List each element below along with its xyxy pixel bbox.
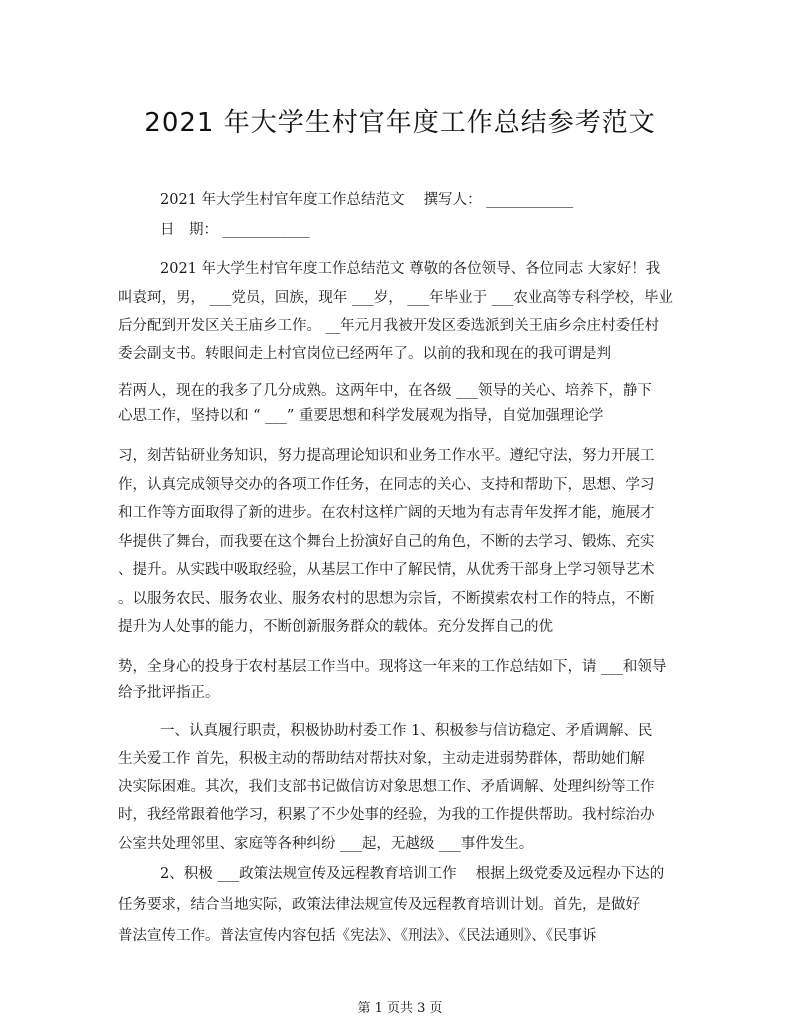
body-line: 习，刻苦钻研业务知识，努力提高理论知识和业务工作水平。遵纪守法，努力开展工 — [118, 448, 655, 464]
body-line: 生关爱工作 首先，积极主动的帮助结对帮扶对象，主动走进弱势群体，帮助她们解 — [118, 751, 645, 767]
body-line: 任务要求，结合当地实际，政策法律法规宣传及远程教育培训计划。首先，是做好 — [118, 897, 640, 913]
body-line: 提升为人处事的能力，不断创新服务群众的载体。充分发挥自己的优 — [118, 619, 553, 635]
body-line: 作，认真完成领导交办的各项工作任务，在同志的关心、支持和帮助下，思想、学习 — [118, 477, 655, 493]
body-line: 。以服务农民、服务农业、服务农村的思想为宗旨，不断摸索农村工作的特点，不断 — [118, 591, 655, 607]
section-heading-line: 2、积极 ___政策法规宣传及远程教育培训工作 根据上级党委及远程办下达的 — [160, 866, 665, 882]
body-line: 、提升。从实践中吸取经验，从基层工作中了解民情，从优秀干部身上学习领导艺术 — [118, 562, 655, 578]
body-line: 华提供了舞台，而我要在这个舞台上扮演好自己的角色，不断的去学习、锻炼、充实 — [118, 534, 655, 550]
body-line: 后分配到开发区关王庙乡工作。 __年元月我被开发区委选派到关王庙乡佘庄村委任村 — [118, 318, 660, 334]
section-heading-line: 一、认真履行职责，积极协助村委工作 1、积极参与信访稳定、矛盾调解、民 — [160, 723, 653, 739]
document-title: 2021 年大学生村官年度工作总结参考范文 — [144, 108, 656, 138]
body-line: 心思工作，坚持以和 “ ___” 重要思想和科学发展观为指导，自觉加强理论学 — [118, 408, 604, 424]
body-line: 若两人，现在的我多了几分成熟。这两年中，在各级 ___领导的关心、培养下，静下 — [118, 383, 652, 399]
page-number: 第 1 页共 3 页 — [357, 1001, 443, 1016]
body-line: 公室共处理邻里、家庭等各种纠纷 ___起，无越级 ___事件发生。 — [118, 836, 534, 852]
body-line: 时，我经常跟着他学习，积累了不少处事的经验，为我的工作提供帮助。我村综治办 — [118, 807, 655, 823]
author-line: 2021 年大学生村官年度工作总结范文 撰写人： ____________ — [160, 192, 574, 208]
body-line: 和工作等方面取得了新的进步。在农村这样广阔的天地为有志青年发挥才能，施展才 — [118, 505, 655, 521]
body-line: 势，全身心的投身于农村基层工作当中。现将这一年来的工作总结如下，请 ___和领导 — [118, 659, 667, 675]
body-line: 决实际困难。其次，我们支部书记做信访对象思想工作、矛盾调解、处理纠纷等工作 — [118, 779, 655, 795]
body-line: 给予批评指正。 — [118, 685, 220, 701]
body-line: 2021 年大学生村官年度工作总结范文 尊敬的各位领导、各位同志 大家好！我 — [160, 261, 661, 277]
body-line: 普法宣传工作。普法宣传内容包括《宪法》、《刑法》、《民法通则》、《民事诉 — [118, 928, 597, 944]
date-line: 日 期： ____________ — [160, 222, 310, 238]
body-line: 叫袁珂，男， ___党员，回族，现年 ___岁， ___年毕业于 ___农业高等专科学校，毕业 — [118, 290, 673, 306]
body-line: 委会副支书。转眼间走上村官岗位已经两年了。以前的我和现在的我可谓是判 — [118, 346, 611, 362]
